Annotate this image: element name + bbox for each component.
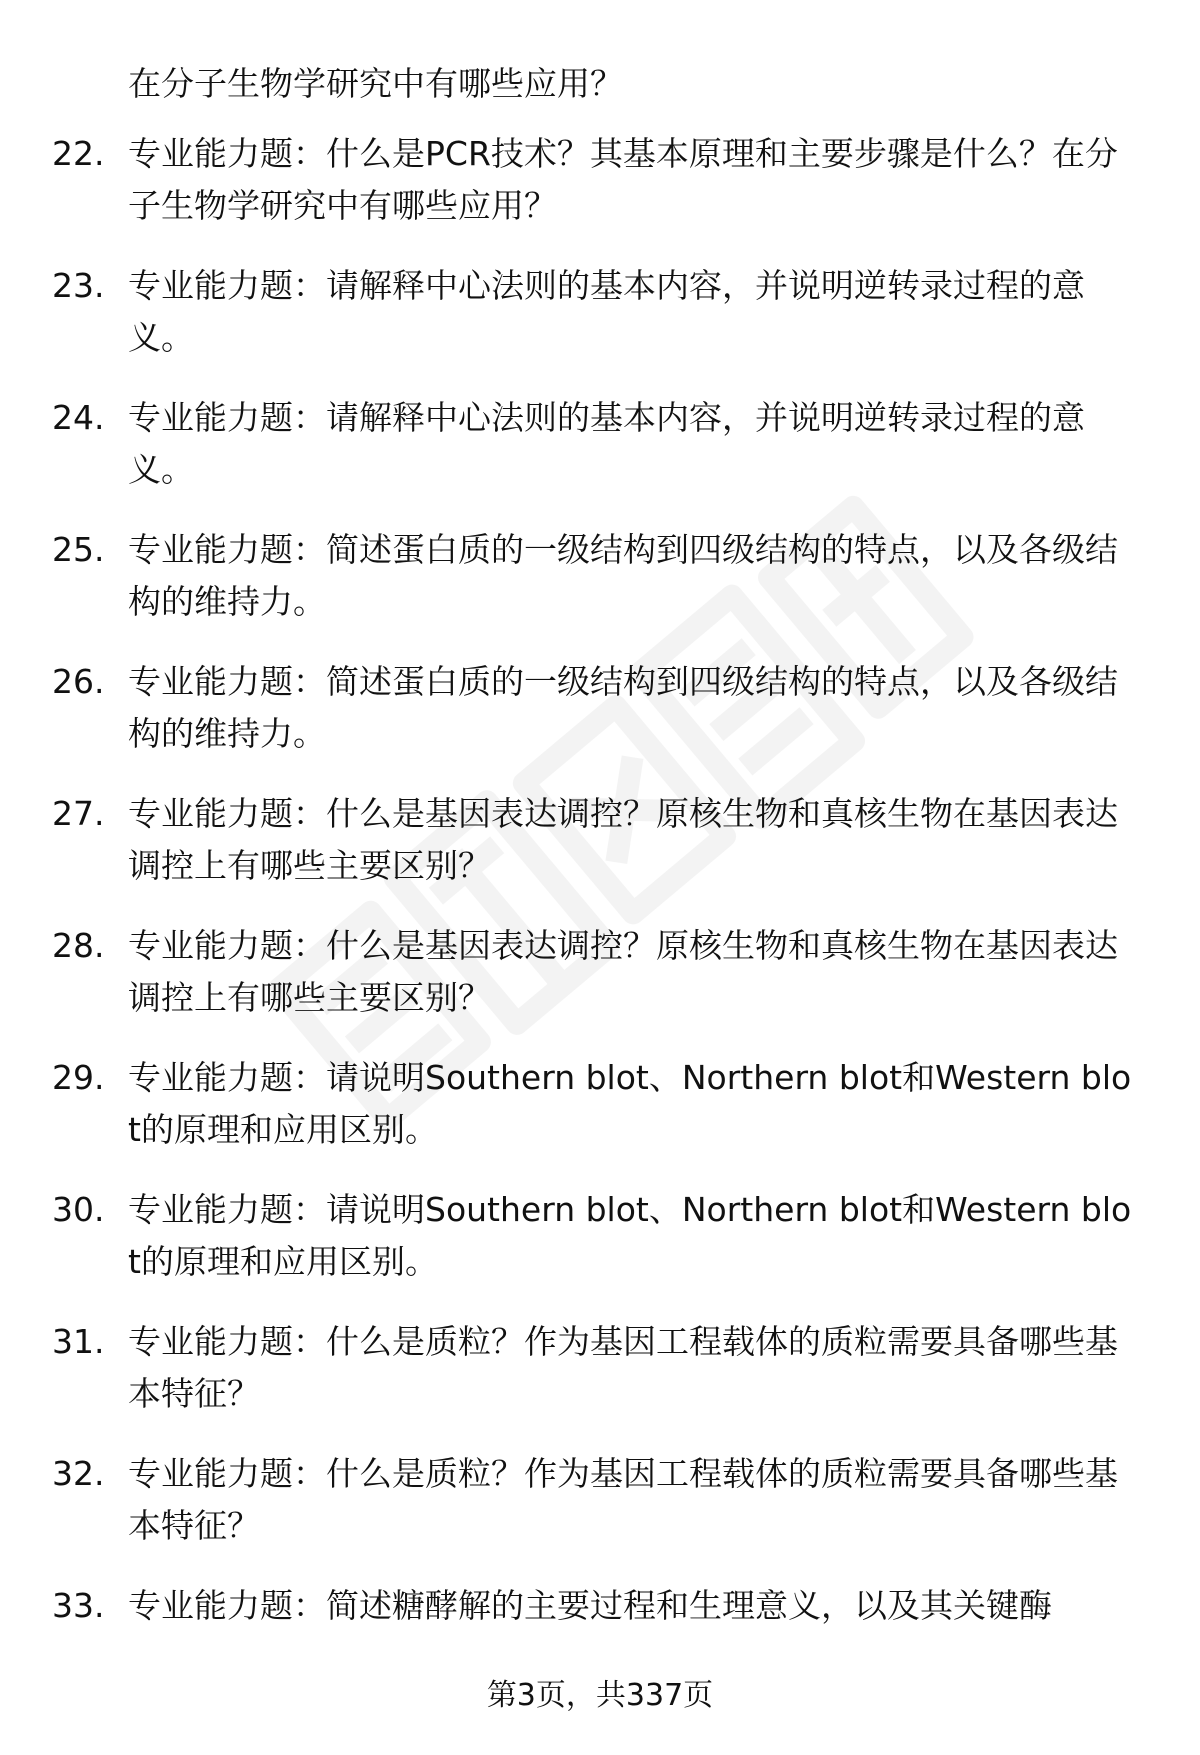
question-item [0,392,1200,524]
question-item [0,1316,1200,1448]
question-number: 22. [52,134,105,173]
question-item [0,524,1200,656]
question-number: 23. [52,266,105,305]
question-item [0,1052,1200,1184]
question-item [0,920,1200,1052]
question-number: 32. [52,1454,105,1493]
question-text: 专业能力题：什么是质粒？作为基因工程载体的质粒需要具备哪些基本特征？ [128,1454,1118,1545]
question-item [0,788,1200,920]
question-text: 专业能力题：请说明Southern blot、Northern blot和Western blot的原理和应用区别。 [128,1190,1132,1281]
question-number: 33. [52,1586,105,1625]
question-text: 专业能力题：简述糖酵解的主要过程和生理意义，以及其关键酶 [128,1586,1052,1625]
question-number: 28. [52,926,105,965]
question-text: 专业能力题：什么是基因表达调控？原核生物和真核生物在基因表达调控上有哪些主要区别？ [128,794,1118,885]
question-number: 30. [52,1190,105,1229]
question-list [0,128,1200,1712]
question-item [0,1448,1200,1580]
question-item [0,260,1200,392]
question-item [0,1184,1200,1316]
question-number: 24. [52,398,105,437]
question-item [0,128,1200,260]
question-text: 专业能力题：请解释中心法则的基本内容，并说明逆转录过程的意义。 [128,398,1085,489]
question-text: 专业能力题：什么是PCR技术？其基本原理和主要步骤是什么？在分子生物学研究中有哪些应用？ [128,134,1118,225]
continued-question-text: 在分子生物学研究中有哪些应用？ [128,64,623,103]
question-number: 26. [52,662,105,701]
page-number-footer: 第3页，共337页 [486,1678,714,1713]
question-number: 25. [52,530,105,569]
question-number: 31. [52,1322,105,1361]
question-text: 专业能力题：简述蛋白质的一级结构到四级结构的特点，以及各级结构的维持力。 [128,530,1118,621]
question-number: 29. [52,1058,105,1097]
question-number: 27. [52,794,105,833]
question-item [0,656,1200,788]
question-text: 专业能力题：请解释中心法则的基本内容，并说明逆转录过程的意义。 [128,266,1085,357]
question-text: 专业能力题：简述蛋白质的一级结构到四级结构的特点，以及各级结构的维持力。 [128,662,1118,753]
question-text: 专业能力题：什么是基因表达调控？原核生物和真核生物在基因表达调控上有哪些主要区别？ [128,926,1118,1017]
question-text: 专业能力题：什么是质粒？作为基因工程载体的质粒需要具备哪些基本特征？ [128,1322,1118,1413]
question-text: 专业能力题：请说明Southern blot、Northern blot和Western blot的原理和应用区别。 [128,1058,1132,1149]
